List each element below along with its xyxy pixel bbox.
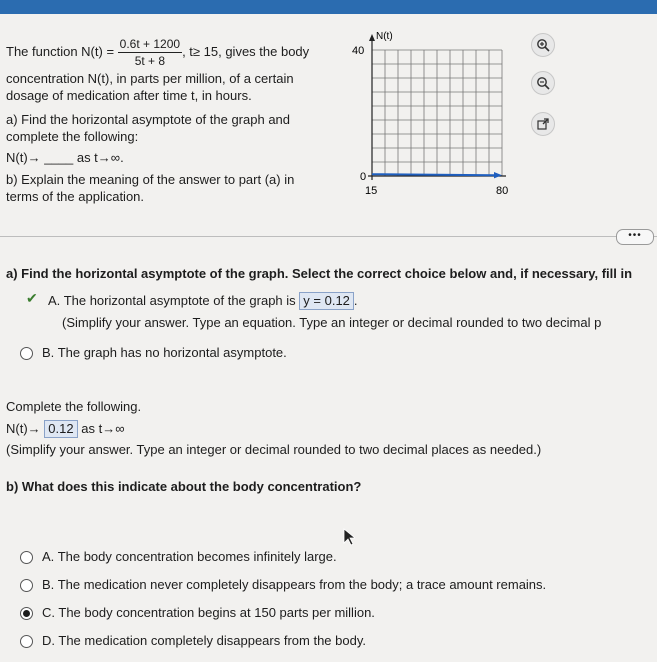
fill-line — [6, 150, 124, 166]
option-a-letter: A. — [42, 549, 55, 564]
option-d-row[interactable] — [42, 633, 366, 649]
correct-check-icon: ✔ — [26, 290, 38, 306]
choice-a-period: . — [353, 293, 358, 308]
zoom-in-icon — [536, 38, 550, 52]
y-tick-zero: 0 — [360, 171, 367, 183]
option-d-radio[interactable] — [20, 635, 33, 648]
choice-b-text: The graph has no horizontal asymptote. — [57, 345, 287, 360]
fill-line-pre: N(t)→ — [6, 150, 41, 165]
section-a-prompt: a) Find the horizontal asymptote of the graph. Select the correct choice below and, if necessary, fill in — [6, 266, 633, 281]
limit-row — [6, 420, 124, 438]
option-c-row[interactable] — [42, 605, 375, 621]
zoom-in-button[interactable] — [531, 33, 555, 57]
function-name: N(t) = — [81, 43, 115, 59]
problem-line-2: concentration N(t), in parts per million, of a certain — [6, 71, 294, 86]
choice-a-letter: A. — [48, 293, 61, 308]
choice-b-row[interactable] — [42, 345, 287, 361]
limit-pre: N(t)→ — [6, 421, 41, 436]
choice-a-text: The horizontal asymptote of the graph is — [63, 293, 296, 308]
asymptote-answer-box[interactable]: y = 0.12 — [299, 292, 354, 310]
option-a-row[interactable] — [42, 549, 337, 565]
popout-icon — [536, 117, 550, 131]
choice-a-row[interactable] — [48, 292, 358, 310]
graph-grid — [372, 50, 502, 176]
asymptote-graph[interactable] — [350, 30, 530, 210]
problem-line-3: dosage of medication after time t, in hours. — [6, 88, 252, 103]
y-tick-top: 40 — [352, 45, 365, 57]
function-fraction — [118, 36, 182, 69]
option-b-text: The medication never completely disappears from the body; a trace amount remains. — [57, 577, 547, 592]
y-axis-label: N(t) — [376, 31, 393, 42]
popout-button[interactable] — [531, 112, 555, 136]
choice-b-letter: B. — [42, 345, 55, 360]
intro-text: The function — [6, 43, 78, 59]
mouse-cursor-icon — [343, 528, 355, 546]
option-a-text: The body concentration becomes infinitely large. — [57, 549, 337, 564]
fill-line-post: as t→∞. — [76, 150, 124, 165]
curve-arrow — [494, 172, 502, 178]
option-b-radio[interactable] — [20, 579, 33, 592]
option-d-letter: D. — [42, 633, 55, 648]
option-d-text: The medication completely disappears from the body. — [58, 633, 366, 648]
limit-post: as t→∞ — [81, 421, 125, 436]
option-c-radio[interactable] — [20, 607, 33, 620]
part-a-line-2: complete the following: — [6, 129, 139, 144]
part-b-line-1: b) Explain the meaning of the answer to part (a) in — [6, 172, 295, 187]
y-axis-arrow — [369, 34, 375, 41]
problem-line-1 — [6, 36, 309, 69]
option-c-letter: C. — [42, 605, 55, 620]
zoom-out-button[interactable] — [531, 71, 555, 95]
part-b-line-2: terms of the application. — [6, 189, 145, 204]
more-button[interactable]: ••• — [616, 229, 654, 245]
top-bar — [0, 0, 657, 14]
choice-b-radio[interactable] — [20, 347, 33, 360]
fraction-numerator: 0.6t + 1200 — [119, 37, 181, 51]
part-a-line-1: a) Find the horizontal asymptote of the graph and — [6, 112, 291, 127]
option-b-letter: B. — [42, 577, 55, 592]
limit-note: (Simplify your answer. Type an integer or decimal rounded to two decimal places as needed.) — [6, 442, 542, 457]
complete-label: Complete the following. — [6, 399, 142, 414]
section-divider — [0, 236, 657, 237]
limit-answer-box[interactable]: 0.12 — [44, 420, 77, 438]
graph-curve — [372, 174, 494, 175]
x-tick-left: 15 — [365, 185, 378, 197]
fraction-denominator: 5t + 8 — [134, 54, 166, 68]
fill-line-blank: ____ — [44, 150, 74, 165]
option-b-row[interactable] — [42, 577, 546, 593]
section-b-prompt: b) What does this indicate about the body concentration? — [6, 479, 362, 494]
domain-text: , t≥ 15, gives the body — [182, 43, 310, 59]
option-c-text: The body concentration begins at 150 parts per million. — [58, 605, 375, 620]
choice-a-note: (Simplify your answer. Type an equation. Type an integer or decimal rounded to two decimal p — [62, 315, 602, 330]
zoom-out-icon — [536, 76, 550, 90]
option-a-radio[interactable] — [20, 551, 33, 564]
x-tick-right: 80 — [496, 185, 509, 197]
